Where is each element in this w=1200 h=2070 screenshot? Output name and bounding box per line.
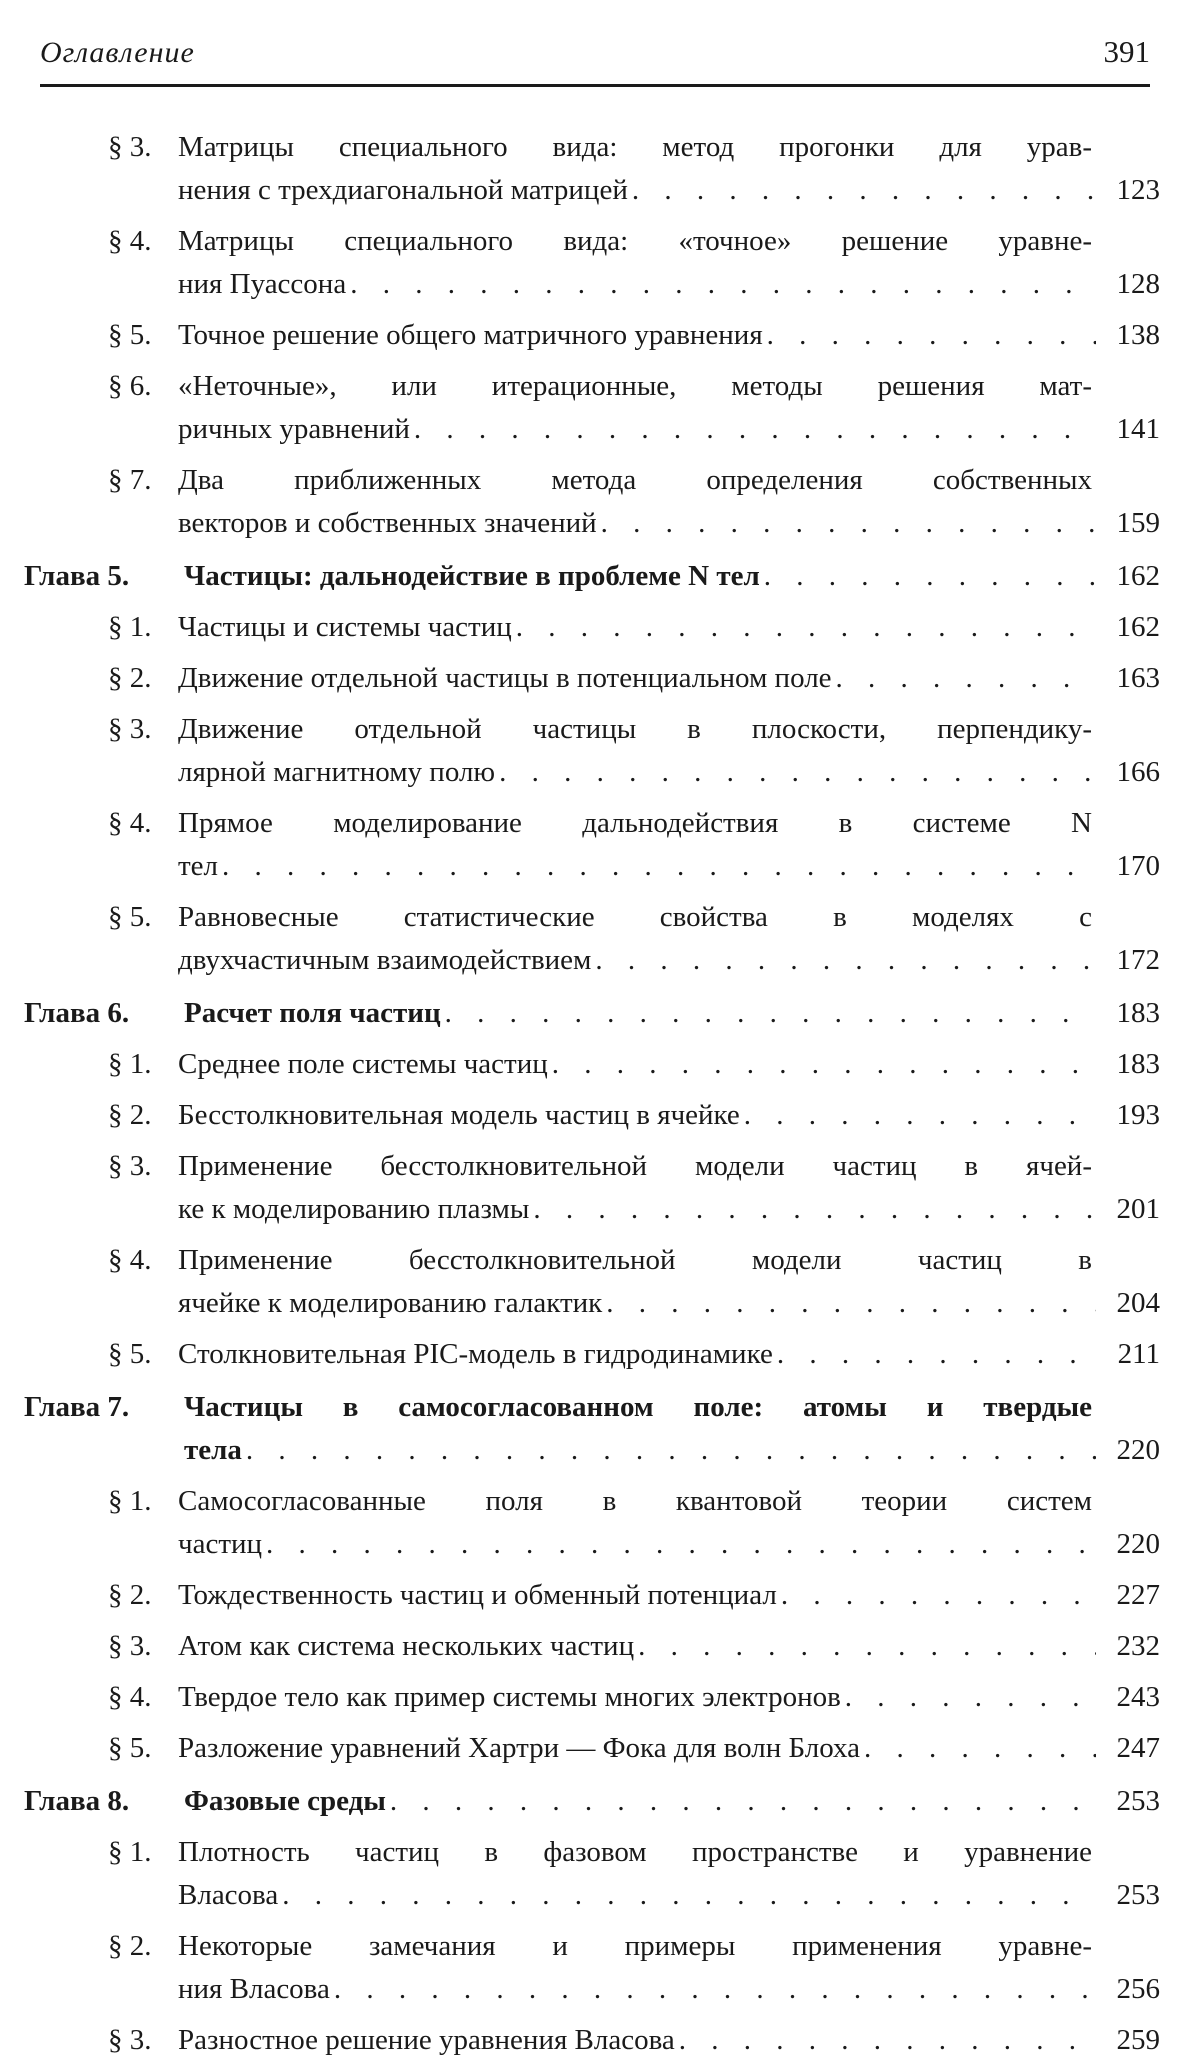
entry-title-text: «Неточные», или итерационные, методы решения мат- <box>178 370 1092 402</box>
toc-section-entry <box>0 1333 1200 1376</box>
entry-line <box>178 657 1160 700</box>
entry-title-text: Фазовые среды <box>184 1785 386 1817</box>
toc-section-entry <box>0 1145 1200 1231</box>
entry-page-number: 183 <box>1116 1048 1160 1080</box>
page-number: 391 <box>1103 34 1150 69</box>
entry-title-text: векторов и собственных значений <box>178 507 597 539</box>
toc-section-entry <box>0 365 1200 451</box>
entry-page-number: 253 <box>1116 1785 1160 1817</box>
entry-title-text: Плотность частиц в фазовом пространстве и уравнение <box>178 1836 1092 1868</box>
entry-line <box>178 845 1160 888</box>
entry-line <box>178 939 1160 982</box>
section-number: § 4. <box>108 1244 152 1276</box>
toc-section-entry <box>0 1727 1200 1770</box>
dot-leader <box>679 2019 1096 2062</box>
dot-leader <box>266 1523 1096 1566</box>
entry-title-text: Тождественность частиц и обменный потенциал <box>178 1579 777 1611</box>
toc-section-entry <box>0 606 1200 649</box>
dot-leader <box>334 1968 1096 2011</box>
dot-leader <box>777 1333 1096 1376</box>
toc-section-entry <box>0 1094 1200 1137</box>
entry-line <box>178 314 1160 357</box>
chapter-number: Глава 7. <box>24 1391 130 1423</box>
entry-line <box>178 1574 1160 1617</box>
section-number: § 3. <box>108 2024 152 2056</box>
entry-page-number: 259 <box>1116 2024 1160 2056</box>
chapter-number: Глава 6. <box>24 997 130 1029</box>
toc-chapter-entry <box>0 555 1200 598</box>
section-number: § 3. <box>108 1630 152 1662</box>
entry-title-text: Частицы: дальнодействие в проблеме N тел <box>184 560 760 592</box>
toc-section-entry <box>0 1925 1200 2011</box>
section-number: § 3. <box>108 713 152 745</box>
entry-title-text: ячейке к моделированию галактик <box>178 1287 603 1319</box>
entry-page-number: 227 <box>1116 1579 1160 1611</box>
entry-page-number: 247 <box>1116 1732 1160 1764</box>
entry-title-text: лярной магнитному полю <box>178 756 496 788</box>
dot-leader <box>606 1282 1096 1325</box>
entry-title-text: Власова <box>178 1879 279 1911</box>
entry-title-text: двухчастичным взаимодействием <box>178 944 592 976</box>
dot-leader <box>414 408 1096 451</box>
entry-line <box>178 2019 1160 2062</box>
section-number: § 5. <box>108 1732 152 1764</box>
dot-leader <box>864 1727 1096 1770</box>
entry-title-text: Некоторые замечания и примеры применения уравне- <box>178 1930 1092 1962</box>
entry-page-number: 141 <box>1116 413 1160 445</box>
entry-title-text: Два приближенных метода определения собственных <box>178 464 1092 496</box>
entry-line <box>178 1043 1160 1086</box>
section-number: § 4. <box>108 807 152 839</box>
section-number: § 1. <box>108 1836 152 1868</box>
section-number: § 2. <box>108 1099 152 1131</box>
entry-title-text: Бесстолкновительная модель частиц в ячейке <box>178 1099 740 1131</box>
chapter-number: Глава 8. <box>24 1785 130 1817</box>
entry-title-text: Частицы и системы частиц <box>178 611 512 643</box>
entry-line <box>178 169 1160 212</box>
entry-line <box>178 1676 1160 1719</box>
dot-leader <box>282 1874 1096 1917</box>
entry-title-text: Среднее поле системы частиц <box>178 1048 548 1080</box>
section-number: § 2. <box>108 1930 152 1962</box>
section-number: § 4. <box>108 225 152 257</box>
entry-page-number: 128 <box>1116 268 1160 300</box>
entry-line <box>178 1625 1160 1668</box>
dot-leader <box>845 1676 1096 1719</box>
entry-page-number: 220 <box>1116 1434 1160 1466</box>
running-title: Оглавление <box>40 36 195 69</box>
entry-title-text: Равновесные статистические свойства в моделях с <box>178 901 1092 933</box>
dot-leader <box>222 845 1096 888</box>
dot-leader <box>499 751 1096 794</box>
entry-page-number: 201 <box>1116 1193 1160 1225</box>
entry-page-number: 123 <box>1116 174 1160 206</box>
entry-title-text: ричных уравнений <box>178 413 410 445</box>
toc-section-entry <box>0 708 1200 794</box>
toc-chapter-entry <box>0 1780 1200 1823</box>
entry-title-text: нения с трехдиагональной матрицей <box>178 174 628 206</box>
entry-page-number: 211 <box>1117 1338 1160 1370</box>
entry-line <box>178 1094 1160 1137</box>
entry-title-text: Матрицы специального вида: метод прогонки для урав- <box>178 131 1092 163</box>
section-number: § 2. <box>108 662 152 694</box>
entry-title-text: тел <box>178 850 219 882</box>
entry-line <box>178 1333 1160 1376</box>
section-number: § 4. <box>108 1681 152 1713</box>
entry-title-text: Частицы в самосогласованном поле: атомы и твердые <box>184 1391 1092 1423</box>
entry-line <box>178 1727 1160 1770</box>
entry-title-text: Точное решение общего матричного уравнения <box>178 319 763 351</box>
dot-leader <box>836 657 1096 700</box>
entry-page-number: 162 <box>1116 560 1160 592</box>
dot-leader <box>767 314 1096 357</box>
entry-title-text: Разложение уравнений Хартри — Фока для волн Блоха <box>178 1732 860 1764</box>
toc-section-entry <box>0 1676 1200 1719</box>
entry-page-number: 163 <box>1116 662 1160 694</box>
dot-leader <box>638 1625 1096 1668</box>
section-number: § 5. <box>108 319 152 351</box>
toc-chapter-entry <box>0 1386 1200 1472</box>
dot-leader <box>552 1043 1096 1086</box>
toc-section-entry <box>0 459 1200 545</box>
entry-page-number: 172 <box>1116 944 1160 976</box>
toc-section-entry <box>0 802 1200 888</box>
toc-section-entry <box>0 126 1200 212</box>
entry-title-text: ния Пуассона <box>178 268 347 300</box>
entry-page-number: 232 <box>1116 1630 1160 1662</box>
entry-line <box>178 606 1160 649</box>
toc-section-entry <box>0 314 1200 357</box>
entry-page-number: 162 <box>1116 611 1160 643</box>
entry-title-text: Разностное решение уравнения Власова <box>178 2024 675 2056</box>
dot-leader <box>390 1780 1096 1823</box>
dot-leader <box>781 1574 1096 1617</box>
dot-leader <box>601 502 1096 545</box>
entry-page-number: 170 <box>1116 850 1160 882</box>
entry-page-number: 243 <box>1116 1681 1160 1713</box>
entry-page-number: 220 <box>1116 1528 1160 1560</box>
entry-line <box>178 408 1160 451</box>
entry-title-text: ния Власова <box>178 1973 330 2005</box>
entry-page-number: 253 <box>1116 1879 1160 1911</box>
entry-line <box>184 992 1160 1035</box>
toc-section-entry <box>0 1574 1200 1617</box>
entry-line <box>178 502 1160 545</box>
entry-line <box>178 1188 1160 1231</box>
dot-leader <box>445 992 1096 1035</box>
running-head <box>40 30 1150 87</box>
section-number: § 3. <box>108 1150 152 1182</box>
dot-leader <box>246 1429 1096 1472</box>
dot-leader <box>744 1094 1096 1137</box>
entry-title-text: Столкновительная PIC-модель в гидродинамике <box>178 1338 773 1370</box>
entry-line <box>184 1780 1160 1823</box>
section-number: § 5. <box>108 1338 152 1370</box>
entry-title-text: Самосогласованные поля в квантовой теории систем <box>178 1485 1092 1517</box>
entry-page-number: 256 <box>1116 1973 1160 2005</box>
section-number: § 6. <box>108 370 152 402</box>
toc-section-entry <box>0 220 1200 306</box>
toc-section-entry <box>0 657 1200 700</box>
entry-title-text: ке к моделированию плазмы <box>178 1193 530 1225</box>
toc-section-entry <box>0 1831 1200 1917</box>
entry-line <box>184 1429 1160 1472</box>
entry-line <box>178 1523 1160 1566</box>
section-number: § 2. <box>108 1579 152 1611</box>
entry-title-text: Движение отдельной частицы в плоскости, перпендику- <box>178 713 1092 745</box>
entry-title-text: Движение отдельной частицы в потенциальном поле <box>178 662 832 694</box>
entry-title-text: Твердое тело как пример системы многих электронов <box>178 1681 841 1713</box>
section-number: § 1. <box>108 1048 152 1080</box>
toc-chapter-entry <box>0 992 1200 1035</box>
entry-page-number: 166 <box>1116 756 1160 788</box>
toc-section-entry <box>0 2019 1200 2062</box>
toc-section-entry <box>0 1043 1200 1086</box>
dot-leader <box>764 555 1096 598</box>
table-of-contents <box>0 126 1200 2070</box>
dot-leader <box>595 939 1096 982</box>
entry-title-text: Применение бесстолкновительной модели частиц в <box>178 1244 1092 1276</box>
toc-section-entry <box>0 1625 1200 1668</box>
entry-line <box>178 1968 1160 2011</box>
section-number: § 1. <box>108 1485 152 1517</box>
entry-title-text: тела <box>184 1434 242 1466</box>
entry-title-text: Применение бесстолкновительной модели частиц в ячей- <box>178 1150 1092 1182</box>
section-number: § 5. <box>108 901 152 933</box>
dot-leader <box>350 263 1096 306</box>
entry-title-text: Атом как система нескольких частиц <box>178 1630 635 1662</box>
entry-title-text: Прямое моделирование дальнодействия в системе N <box>178 807 1092 839</box>
chapter-number: Глава 5. <box>24 560 130 592</box>
toc-section-entry <box>0 896 1200 982</box>
entry-line <box>178 1282 1160 1325</box>
entry-line <box>178 1874 1160 1917</box>
entry-page-number: 183 <box>1116 997 1160 1029</box>
entry-page-number: 138 <box>1116 319 1160 351</box>
toc-section-entry <box>0 1239 1200 1325</box>
entry-title-text: Матрицы специального вида: «точное» решение уравне- <box>178 225 1092 257</box>
dot-leader <box>632 169 1096 212</box>
entry-line <box>184 555 1160 598</box>
entry-page-number: 204 <box>1116 1287 1160 1319</box>
entry-line <box>178 751 1160 794</box>
entry-title-text: частиц <box>178 1528 263 1560</box>
entry-page-number: 159 <box>1116 507 1160 539</box>
entry-line <box>178 263 1160 306</box>
entry-title-text: Расчет поля частиц <box>184 997 441 1029</box>
toc-section-entry <box>0 1480 1200 1566</box>
section-number: § 7. <box>108 464 152 496</box>
dot-leader <box>533 1188 1096 1231</box>
dot-leader <box>516 606 1096 649</box>
section-number: § 1. <box>108 611 152 643</box>
entry-page-number: 193 <box>1116 1099 1160 1131</box>
section-number: § 3. <box>108 131 152 163</box>
